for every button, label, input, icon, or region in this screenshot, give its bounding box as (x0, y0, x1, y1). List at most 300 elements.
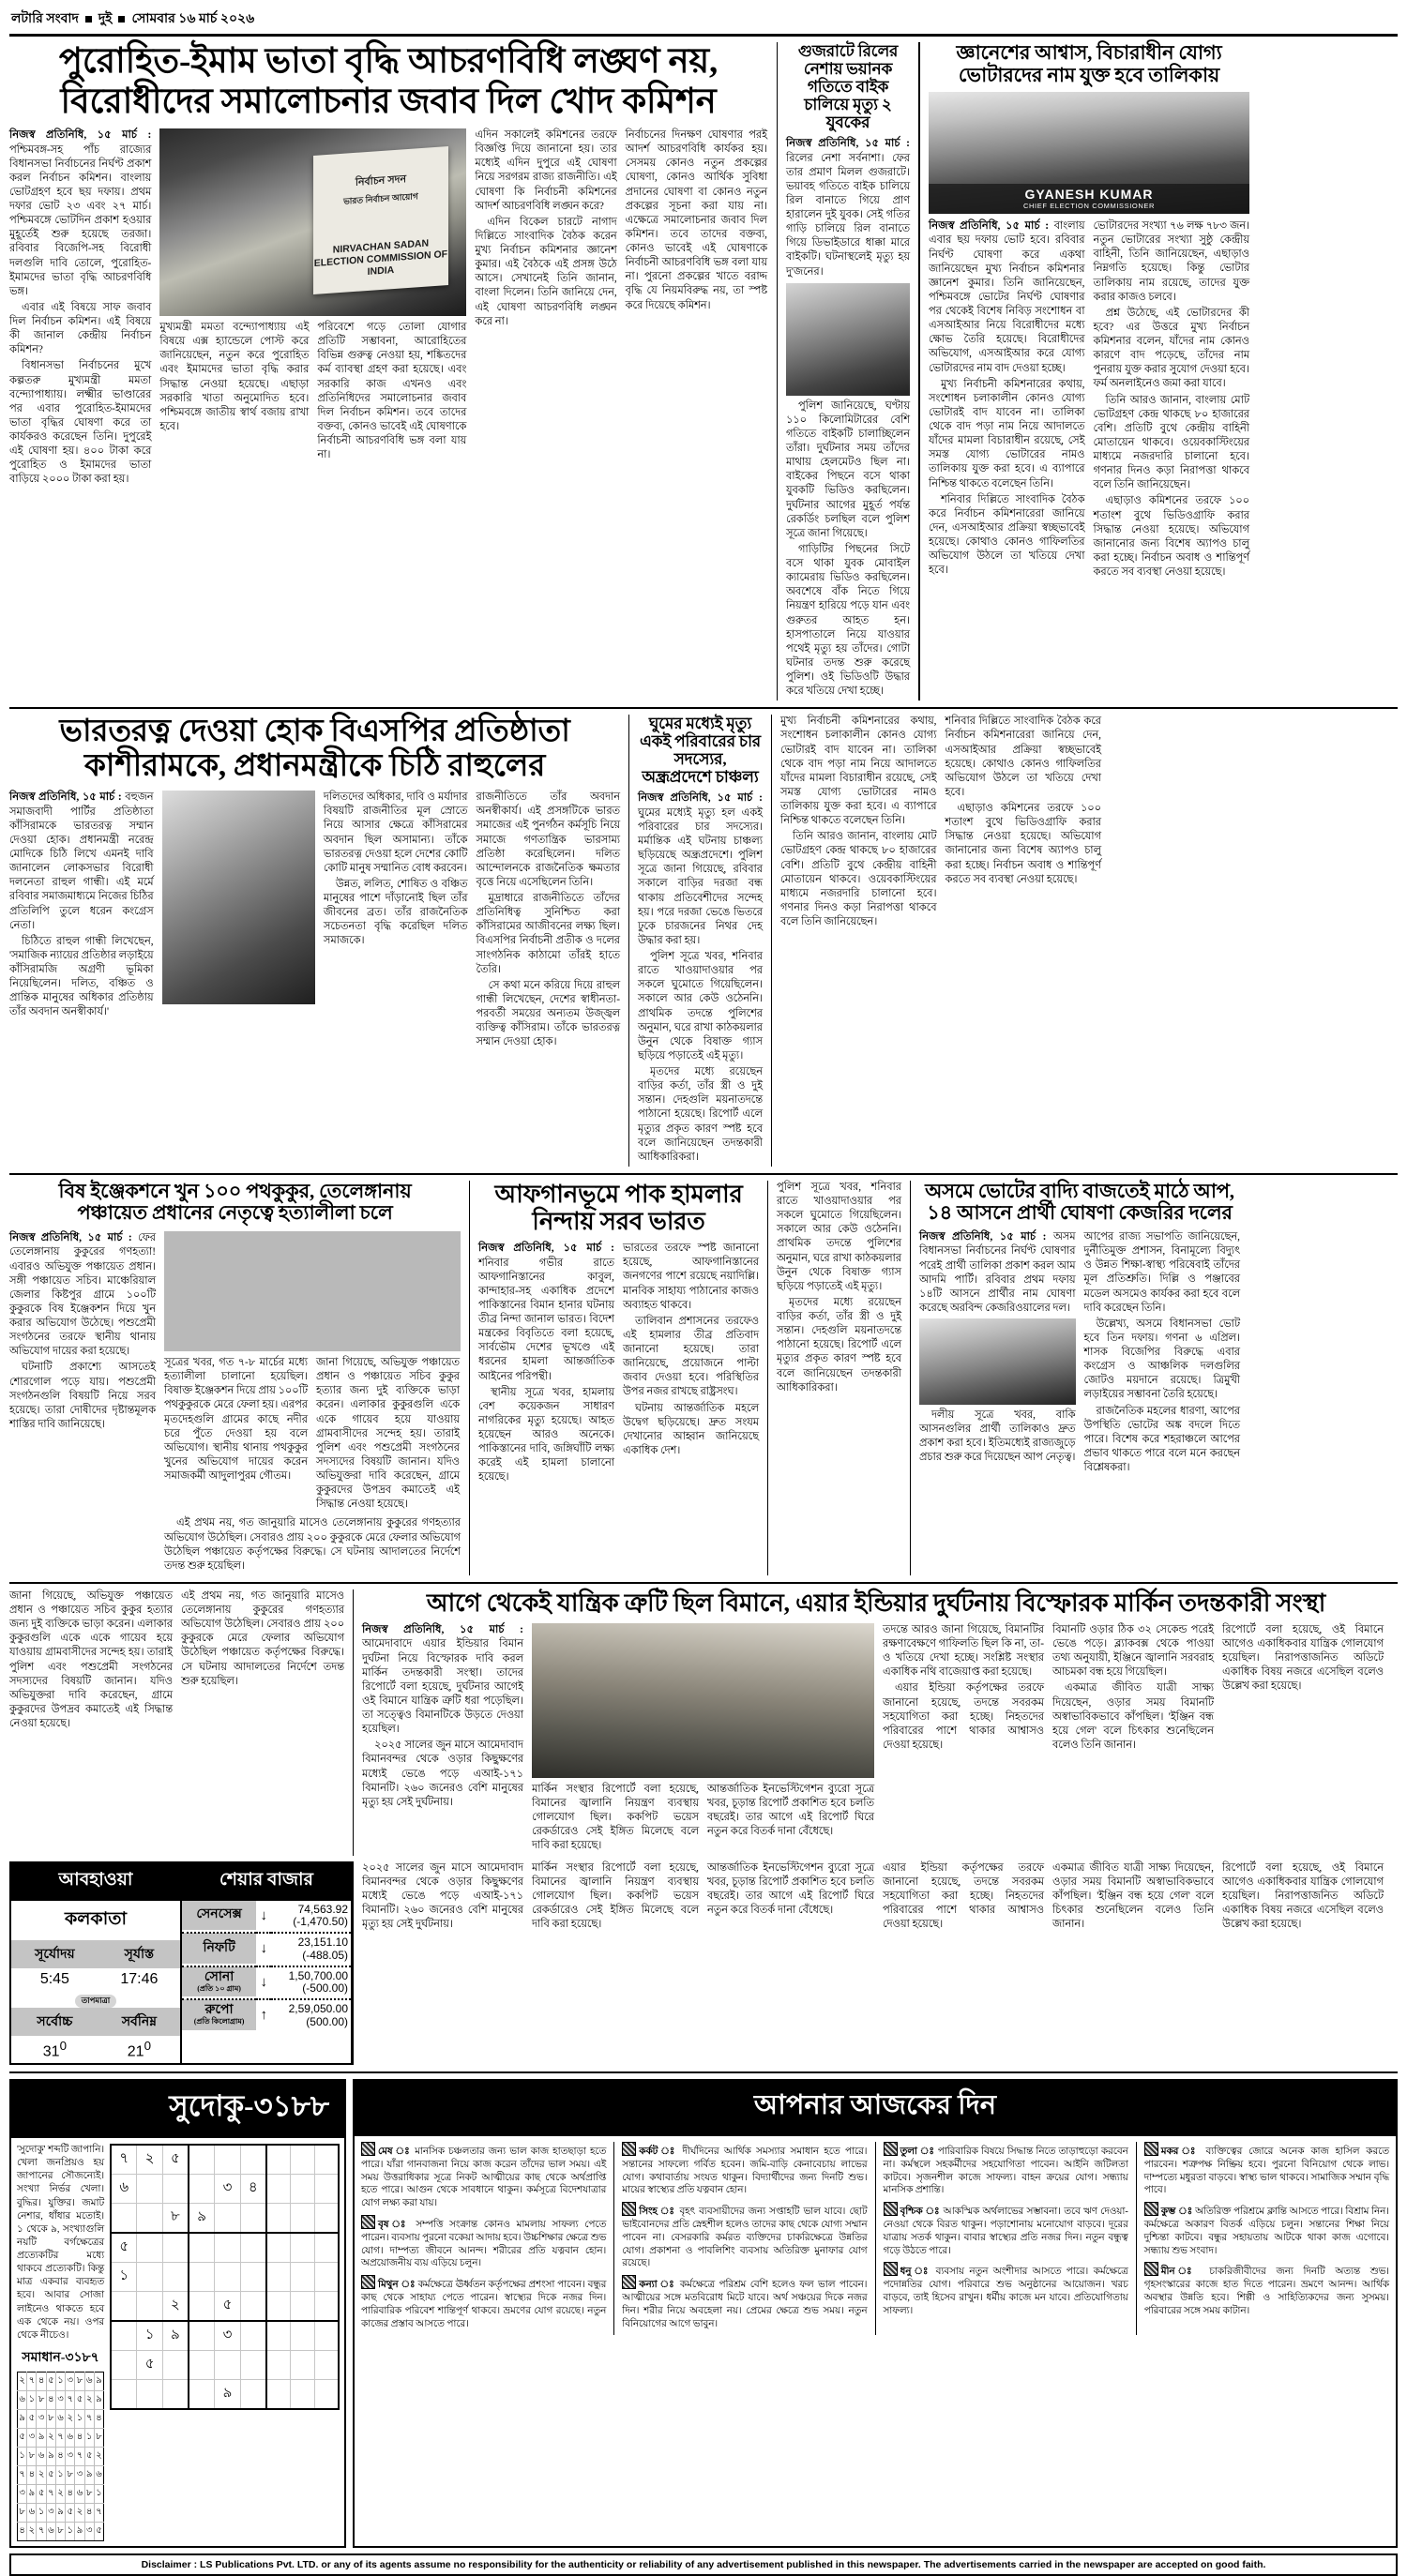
weather-table (11, 1901, 180, 2063)
sudoku-cell[interactable] (111, 2291, 137, 2321)
sudoku-cell[interactable] (111, 2203, 137, 2233)
sudoku-cell[interactable] (291, 2233, 314, 2263)
zodiac-sign-label: সিংহ ঃ (639, 2207, 680, 2218)
sudoku-cell[interactable] (240, 2379, 266, 2409)
sudoku-cell[interactable] (291, 2350, 314, 2379)
sudoku-solution-cell: ১ (18, 2448, 27, 2466)
sudoku-cell[interactable]: ২ (162, 2291, 189, 2321)
rahul-byline: নিজস্ব প্রতিনিধি, ১৫ মার্চ : বহুজন সমাজবাদী পার্টির প্রতিষ্ঠাতা কাঁসিরামকে ভারতরত্ন সম্মান দেওয়া হোক। প্রধানমন্ত্রী নরেন্দ্র মোদিকে চিঠি লিখে এমনই দাবি জানালেন লোকসভার বিরোধী দলনেতা রাহুল গান্ধী। এই মর্মে রবিবার সমাজমাধ্যমে নিজের চিঠির প্রতিলিপি তুলে ধরেন কংগ্রেস নেতা। (9, 791, 154, 931)
crash-column-4 (883, 1623, 1044, 1856)
sudoku-solution-cell: ১ (75, 2410, 84, 2429)
gujarat-byline: নিজস্ব প্রতিনিধি, ১৫ মার্চ : রিলের নেশা সর্বনাশা। ফের তার প্রমাণ মিলল গুজরাটে। ভয়াবহ গতিতে বাইক চালিয়ে রিল বানাতে গিয়ে প্রাণ হারালেন দুই যুবক। সেই গতির গাড়ি চালিয়ে রিল বানাতে গিয়ে ডিভাইডারে ধাক্কা মারে বাইকটি। ঘটনাস্থলেই মৃত্যু হয় দু'জনের। (786, 138, 910, 278)
andhra-deaths-story (628, 715, 771, 1167)
zodiac-sign-label: মিথুন ঃ (378, 2280, 418, 2291)
sudoku-cell[interactable] (240, 2291, 266, 2321)
sudoku-solution-cell: ৪ (84, 2504, 94, 2523)
rahul-paragraph: চিঠিতে রাহুল গান্ধী লিখেছেন, 'সমাজিক ন্যায়ের প্রতিষ্ঠার লড়াইয়ে কাঁসিরামজি অগ্রণী ভূমিকা নিয়েছিলেন। দলিত, বঞ্চিত ও প্রান্তিক মানুষের অধিকার প্রতিষ্ঠায় তাঁর অবদান অনস্বীকার্য।' (9, 935, 154, 1018)
sudoku-cell[interactable] (314, 2262, 339, 2291)
cec-paragraph: শনিবার দিল্লিতে সাংবাদিক বৈঠক করে নির্বাচন কমিশনারেরা জানিয়ে দেন, এসআইআর প্রক্রিয়া স্বচ্ছভাবেই হয়েছে। কোথাও কোনও গাফিলতির অভিযোগ উঠলে তা খতিয়ে দেখা হবে। (945, 716, 1101, 798)
weather-widget (11, 1863, 182, 2063)
sudoku-solution-cell: ৮ (46, 2410, 55, 2429)
street-dogs-photo (164, 1231, 461, 1351)
lead-paragraph: বিধানসভা নির্বাচনের মুখে কল্পতরু মুখ্যমন্ত্রী মমতা বন্দ্যোপাধ্যায়। লক্ষ্মীর ভাণ্ডারের পর এবার পুরোহিত-ইমামদের ভাতা বৃদ্ধির ঘোষণা করে তা কার্যকরও করেছেন তিনি। দুপুরেই এই ঘোষণা হয়। ৪০০ টাকা করে পুরোহিত ও ইমামদের ভাতা বাড়িয়ে ২০০০ টাকা করা হয়। (9, 360, 152, 486)
sudoku-cell[interactable]: ২ (137, 2145, 162, 2175)
sudoku-cell[interactable] (314, 2291, 339, 2321)
sudoku-cell[interactable] (240, 2262, 266, 2291)
dogs-cont-column-1 (9, 1589, 173, 1733)
sudoku-cell[interactable] (189, 2174, 215, 2203)
dogs-paragraph: ঘটনাটি প্রকাশ্যে আসতেই শোরগোল পড়ে যায়। পশুপ্রেমী সংগঠনগুলি বিষয়টি নিয়ে সরব হয়েছে। তারা দোষীদের দৃষ্টান্তমূলক শাস্তির দাবি জানিয়েছে। (9, 1362, 156, 1430)
sudoku-cell[interactable] (189, 2350, 215, 2379)
gyanesh-kumar-photo (929, 92, 1249, 214)
sudoku-cell[interactable] (266, 2203, 291, 2233)
rahul-paragraph: সে কথা মনে করিয়ে দিয়ে রাহুল গান্ধী লিখেছেন, দেশের স্বাধীনতা-পরবর্তী সময়ের অন্যতম উজ্জ্বল ব্যক্তিত্ব কাঁসিরাম। তাঁকে ভারতরত্ন সম্মান দেওয়া হোক। (476, 979, 621, 1048)
horoscope-item (884, 2262, 1128, 2317)
sudoku-cell[interactable] (314, 2174, 339, 2203)
max-temp-label: সর্বোচ্চ (11, 2008, 98, 2036)
sudoku-cell[interactable] (215, 2233, 240, 2263)
sudoku-cell[interactable] (162, 2262, 189, 2291)
sudoku-solution-cell: ৪ (18, 2523, 27, 2541)
zodiac-text: কর্মক্ষেত্রে ঊর্ধ্বতন কর্তৃপক্ষের প্রশংসা পাবেন। বন্ধুর কাছ থেকে সাহায্য পেতে পারেন। স্বাস্থ্যের দিকে নজর দিন। পারিবারিক পরিবেশ শান্তিপূর্ণ থাকবে। ভ্রমণের যোগ রয়েছে। নতুন কাজের প্রস্তাব আসতে পারে। (361, 2280, 607, 2329)
andhra-paragraph: মৃতদের মধ্যে রয়েছেন বাড়ির কর্তা, তাঁর স্ত্রী ও দুই সন্তান। দেহগুলি ময়নাতদন্তে পাঠানো হয়েছে। রিপোর্ট এলে মৃত্যুর প্রকৃত কারণ স্পষ্ট হবে বলে জানিয়েছেন তদন্তকারী আধিকারিকরা। (777, 1296, 901, 1393)
sudoku-cell[interactable] (291, 2379, 314, 2409)
sudoku-row (111, 2379, 339, 2409)
sudoku-solution-cell: ১ (84, 2429, 94, 2448)
sudoku-solution-cell: ৪ (46, 2391, 55, 2410)
sudoku-solution-cell: ৫ (66, 2504, 75, 2523)
max-temp-value: $31^0$ (42, 2038, 67, 2059)
sudoku-cell[interactable] (266, 2145, 291, 2175)
sudoku-cell[interactable] (111, 2321, 137, 2351)
horoscope-column (875, 2142, 1128, 2335)
sudoku-solution-cell: ৩ (75, 2466, 84, 2485)
sudoku-cell[interactable] (266, 2262, 291, 2291)
cec-headline-line1: জ্ঞানেশের আশ্বাস, বিচারাধীন যোগ্য (956, 41, 1222, 64)
masthead-date: সোমবার ১৬ মার্চ ২০২৬ (131, 12, 255, 26)
sudoku-section (9, 2079, 346, 2548)
dogs-headline-line1: বিষ ইঞ্জেকশনে খুন ১০০ পথকুকুর, তেলেঙ্গানায় (58, 1179, 412, 1202)
weather-title: আবহাওয়া (11, 1863, 180, 1901)
ec-signboard-bn-line1: নির্বাচন সদন (355, 173, 406, 189)
crash-cont-column-4 (883, 1861, 1044, 2065)
rahul-column-2 (324, 791, 468, 1051)
sudoku-cell[interactable] (314, 2145, 339, 2175)
sudoku-cell[interactable] (111, 2379, 137, 2409)
sudoku-row (18, 2429, 104, 2448)
rahul-paragraph: উন্নত, ললিত, শোষিত ও বঞ্চিত মানুষের পাশে দাঁড়ানোই ছিল তাঁর জীবনের ব্রত। তাঁর রাজনৈতিক সচেতনতা বৃদ্ধি করেছিল দলিত সমাজকে। (323, 878, 468, 947)
lead-paragraph: মুখ্যমন্ত্রী মমতা বন্দ্যোপাধ্যায় এই বিষয়ে এক্স হ্যান্ডেলে পোস্ট করে জানিয়েছেন, নতুন করে পুরোহিত এবং ইমামদের ভাতা বৃদ্ধি করার সিদ্ধান্ত নেওয়া হয়েছে। এছাড়া সরকারি খাতা অনুমোদিত হবে। পশ্চিমবঙ্গে জাতীয় স্বার্থ বজায় রাখা হবে। (159, 322, 310, 432)
sudoku-solution-cell: ৪ (37, 2373, 46, 2391)
photo-nameplate (929, 184, 1249, 214)
crash-paragraph: রিপোর্টে বলা হয়েছে, ওই বিমানে আগেও একাধিকবার যান্ত্রিক গোলযোগ হয়েছিল। নিরাপত্তাজনিত অডিটে একাধিক বিষয় নজরে এসেছিল বলেও উল্লেখ করা হয়েছে। (1222, 1861, 1384, 1931)
cec-cont-column-2 (946, 715, 1102, 1167)
zodiac-icon (1144, 2202, 1158, 2216)
sudoku-solution-cell: ৭ (46, 2485, 55, 2504)
sudoku-solution-cell: ৮ (66, 2466, 75, 2485)
stock-value: 23,151.10 (-488.05) (297, 1936, 348, 1962)
sudoku-solution-cell: ২ (94, 2448, 103, 2466)
stock-table (182, 1901, 351, 2030)
sudoku-solution-cell: ১ (37, 2504, 46, 2523)
separator-square-icon (85, 16, 92, 23)
dogs-paragraph: সূত্রের খবর, গত ৭-৮ মার্চের মধ্যে হত্যালীলা চালানো হয়েছিল। বিষাক্ত ইঞ্জেকশন দিয়ে প্রায় ১০০টি পথকুকুরকে মেরে ফেলা হয়। এরপর মৃতদেহগুলি গ্রামের কাছে নদীর চরে পুঁতে দেওয়া হয় বলে অভিযোগ। স্থানীয় থানায় পথকুকুর খুনের অভিযোগ দায়ের করেন সমাজকর্মী আদুলাপুরম গৌতম। (164, 1357, 308, 1482)
zodiac-sign-label: তুলা ঃ (900, 2146, 938, 2157)
sudoku-solution-cell: ১ (94, 2485, 103, 2504)
sudoku-puzzle-grid[interactable] (110, 2144, 340, 2410)
horoscope-item (1144, 2202, 1389, 2257)
aap-story (910, 1181, 1240, 1575)
sudoku-cell[interactable] (189, 2262, 215, 2291)
sudoku-solution-cell: ১ (27, 2391, 37, 2410)
aap-column-1 (919, 1230, 1076, 1477)
sudoku-cell[interactable] (291, 2291, 314, 2321)
dogs-column-2 (164, 1356, 308, 1514)
sudoku-solution-cell: ৩ (55, 2391, 65, 2410)
sudoku-cell[interactable]: ৯ (215, 2379, 240, 2409)
afghan-paragraph: স্থানীয় সূত্রে খবর, হামলায় বেশ কয়েকজন সাধারণ নাগরিকের মৃত্যু হয়েছে। আহত হয়েছেন আরও অনেকে। পাকিস্তানের দাবি, জঙ্গিঘাঁটি লক্ষ্য করেই এই হামলা চালানো হয়েছে। (478, 1386, 614, 1484)
section-divider (9, 1173, 1398, 1175)
sudoku-row (111, 2321, 339, 2351)
sudoku-cell[interactable]: ৬ (111, 2174, 137, 2203)
crash-paragraph: তদন্তে আরও জানা গিয়েছে, বিমানটির রক্ষণাবেক্ষণে গাফিলতি ছিল কি না, তা-ও খতিয়ে দেখা হচ্ছে। সংশ্লিষ্ট সংস্থার একাধিক নথি বাজেয়াপ্ত করা হয়েছে। (883, 1623, 1044, 1679)
cec-headline-line2: ভোটারদের নাম যুক্ত হবে তালিকায় (958, 63, 1220, 86)
sudoku-row (111, 2145, 339, 2175)
zodiac-icon (622, 2275, 636, 2289)
rahul-headline-line2: কাশীরামকে, প্রধানমন্ত্রীকে চিঠি রাহুলের (83, 749, 546, 784)
sunset-label: সূর্যাস্ত (98, 1940, 180, 1968)
crash-paragraph: মার্কিন সংস্থার রিপোর্টে বলা হয়েছে, বিমানের জ্বালানি নিয়ন্ত্রণ ব্যবস্থায় গোলযোগ ছিল। ককপিট ভয়েস রেকর্ডারেও সেই ইঙ্গিত মিলেছে বলে দাবি করা হয়েছে। (532, 1861, 699, 1931)
sudoku-solution-cell: ৭ (27, 2373, 37, 2391)
sudoku-cell[interactable] (189, 2291, 215, 2321)
sudoku-solution-cell: ৬ (55, 2410, 65, 2429)
sudoku-cell[interactable] (189, 2145, 215, 2175)
sudoku-solution-cell: ৫ (94, 2523, 103, 2541)
sudoku-cell[interactable]: ১ (111, 2262, 137, 2291)
biker-photo (786, 283, 910, 396)
rahul-column-3 (476, 791, 620, 1051)
sudoku-solution-cell: ৯ (18, 2410, 27, 2429)
sudoku-cell[interactable]: ৭ (111, 2145, 137, 2175)
sudoku-cell[interactable] (240, 2350, 266, 2379)
sudoku-cell[interactable] (291, 2203, 314, 2233)
afghan-story (469, 1181, 767, 1575)
sudoku-cell[interactable] (215, 2203, 240, 2233)
andhra-headline: ঘুমের মধ্যেই মৃত্যু একই পরিবারের চার সদস্যের, অন্ধ্রপ্রদেশে চাঞ্চল্য (640, 715, 761, 787)
sudoku-cell[interactable] (266, 2321, 291, 2351)
crash-cont-column-5 (1052, 1861, 1214, 2065)
gujarat-story (777, 42, 919, 700)
stock-direction-icon: ↓ (260, 1973, 268, 1990)
sudoku-solution-cell: ৪ (94, 2410, 103, 2429)
dogs-byline: নিজস্ব প্রতিনিধি, ১৫ মার্চ : ফের তেলেঙ্গানায় কুকুরের গণহত্যা! এবারও অভিযুক্ত পঞ্চায়েত প্রধান। সঙ্গী পঞ্চায়েত সচিব। মাঞ্চেরিয়াল জেলার কিষ্টপুর গ্রামে ১০০টি কুকুরকে বিষ ইঞ্জেকশন দিয়ে খুন করার অভিযোগ উঠেছে। পশুপ্রেমী সংগঠনের তরফে স্থানীয় থানায় অভিযোগ দায়ের করা হয়েছে। (9, 1232, 157, 1358)
sudoku-solution-cell: ৪ (75, 2429, 84, 2448)
crash-cont-column-3 (707, 1861, 874, 2065)
sudoku-cell[interactable] (215, 2145, 240, 2175)
sudoku-cell[interactable]: ৫ (215, 2291, 240, 2321)
zodiac-text: অতিরিক্ত পরিশ্রমে ক্লান্তি আসতে পারে। বিশ্রাম নিন। কর্মক্ষেত্রে অকারণ বিতর্ক এড়িয়ে চলুন। সন্তানের শিক্ষা নিয়ে দুশ্চিন্তা কাটবে। বন্ধুর সহায়তায় আটকে থাকা কাজ এগোবে। সন্ধ্যায় শুভ সংবাদ। (1143, 2207, 1389, 2256)
zodiac-icon (884, 2262, 898, 2276)
crash-paragraph: এয়ার ইন্ডিয়া কর্তৃপক্ষের তরফে জানানো হয়েছে, তদন্তে সবরকম সহযোগিতা করা হচ্ছে। নিহতদের পরিবারের পাশে থাকার আশ্বাসও দেওয়া হয়েছে। (883, 1861, 1044, 1931)
zodiac-icon (1144, 2262, 1158, 2276)
aap-column-2 (1084, 1230, 1241, 1477)
sudoku-solution-cell: ৮ (27, 2448, 37, 2466)
sudoku-cell[interactable] (291, 2262, 314, 2291)
lead-paragraph: এদিন বিকেল চারটে নাগাদ দিল্লিতে সাংবাদিক বৈঠক করেন মুখ্য নির্বাচন কমিশনার জ্ঞানেশ কুমার। এই বৈঠকে এই প্রসঙ্গ উঠে আসে। সেখানেই তিনি জানান, বাংলা দিলেন। তিনি জানিয়ে দেন, এই ঘোষণা আচরণবিধি লঙ্ঘন করে না। (475, 216, 617, 327)
sudoku-cell[interactable] (137, 2203, 162, 2233)
disclaimer-bar: Disclaimer : LS Publications Pvt. LTD. or any of its agents assume no responsibility for the authenticity or reliability of any advertisement published in this newspaper. The advertisements carried in the newspaper are accepted on good faith. (9, 2553, 1398, 2576)
zodiac-text: পারিবারিক বিষয়ে সিদ্ধান্ত নিতে তাড়াহুড়ো করবেন না। কর্মস্থলে সহকর্মীদের সহযোগিতা পাবেন। আইনি জটিলতা কাটবে। সৃজনশীল কাজে সাফল্য। বাহন ক্রয়ের যোগ। সন্ধ্যায় মানসিক প্রশান্তি। (883, 2146, 1128, 2196)
sudoku-cell[interactable] (137, 2291, 162, 2321)
afghan-column-1 (478, 1242, 614, 1486)
afghan-paragraph: তালিবান প্রশাসনের তরফেও এই হামলার তীব্র প্রতিবাদ জানানো হয়েছে। তারা জানিয়েছে, প্রয়োজনে পাল্টা জবাব দেওয়া হবে। পরিস্থিতির উপর নজর রাখছে রাষ্ট্রসংঘ। (623, 1315, 759, 1398)
andhra-continuation (767, 1181, 910, 1575)
sudoku-cell[interactable]: ৯ (162, 2321, 189, 2351)
sudoku-cell[interactable]: ১ (137, 2321, 162, 2351)
sudoku-row (18, 2373, 104, 2391)
sudoku-solution-cell: ২ (18, 2373, 27, 2391)
crash-site-photo (532, 1623, 874, 1778)
zodiac-text: কর্মক্ষেত্রে পরিশ্রম বেশি হলেও ফল ভাল পাবেন। আত্মীয়ের সঙ্গে মতবিরোধ মিটে যাবে। অর্থ সঞ্চয়ের দিকে নজর দিন। শরীর নিয়ে অবহেলা নয়। প্রেমের ক্ষেত্রে শুভ সময়। নতুন বিনিয়োগের আগে ভাবুন। (622, 2280, 868, 2329)
crash-paragraph: আন্তর্জাতিক ইনভেস্টিগেশন ব্যুরো সূত্রে খবর, চূড়ান্ত রিপোর্ট প্রকাশিত হবে চলতি বছরেই। তার আগে এই রিপোর্ট ঘিরে নতুন করে বিতর্ক দানা বেঁধেছে। (707, 1861, 874, 1916)
horoscope-section (353, 2079, 1398, 2548)
stock-row (182, 1999, 351, 2030)
sudoku-cell[interactable]: ৫ (137, 2350, 162, 2379)
dogs-paragraph: জানা গিয়েছে, অভিযুক্ত পঞ্চায়েত প্রধান ও পঞ্চায়েত সচিব কুকুর হত্যার জন্য দুই ব্যক্তিকে ভাড়া করেন। এলাকার কুকুরগুলি একে একে গায়েব হয়ে যাওয়ায় গ্রামবাসীদের সন্দেহ হয়। তারাই পুলিশ এবং পশুপ্রেমী সংগঠনের সদস্যদের বিষয়টি জানান। যদিও অভিযুক্তরা দাবি করেছেন, গ্রামে কুকুরদের উপদ্রব কমাতেই এই সিদ্ধান্ত নেওয়া হয়েছে। (316, 1357, 460, 1511)
sudoku-cell[interactable] (266, 2350, 291, 2379)
sudoku-cell[interactable] (314, 2350, 339, 2379)
horoscope-item (622, 2142, 867, 2197)
sudoku-cell[interactable] (291, 2145, 314, 2175)
lead-column-5 (626, 128, 767, 489)
sudoku-solution-cell: ৭ (66, 2391, 75, 2410)
masthead-rule (9, 34, 1398, 37)
sudoku-cell[interactable] (189, 2379, 215, 2409)
crash-column-6 (1222, 1623, 1384, 1856)
stock-direction-icon: ↑ (260, 2007, 268, 2024)
sudoku-cell[interactable]: ৪ (240, 2174, 266, 2203)
horoscope-item (884, 2202, 1128, 2257)
sudoku-cell[interactable] (137, 2174, 162, 2203)
sudoku-solution-cell: ৩ (66, 2448, 75, 2466)
dogs-paragraph: এই প্রথম নয়, গত জানুয়ারি মাসেও তেলেঙ্গানায় কুকুরের গণহত্যার অভিযোগ উঠেছিল। সেবারও প্রায় ২০০ কুকুরকে মেরে ফেলার অভিযোগ উঠেছিল পঞ্চায়েত কর্তৃপক্ষের বিরুদ্ধে। সে ঘটনায় আদালতের নির্দেশে তদন্ত শুরু হয়েছিল। (181, 1589, 344, 1687)
section-divider (9, 2071, 1398, 2073)
lead-story (9, 42, 777, 700)
ec-signboard-en: NIRVACHAN SADAN ELECTION COMMISSION OF INDIA (313, 237, 447, 278)
sudoku-solution-cell: ৩ (46, 2504, 55, 2523)
sudoku-cell[interactable] (137, 2233, 162, 2263)
sudoku-solution-cell: ১ (55, 2466, 65, 2485)
sudoku-cell[interactable] (162, 2174, 189, 2203)
lead-headline-line2: বিরোধীদের সমালোচনার জবাব দিল খোদ কমিশন (60, 82, 717, 121)
sudoku-solution-cell: ৪ (55, 2448, 65, 2466)
lead-paragraph: এবার এই বিষয়ে সাফ জবাব দিল নির্বাচন কমিশন। এই বিষয়ে কী জানাল কেন্দ্রীয় নির্বাচন কমিশন? (9, 301, 152, 356)
rahul-paragraph: দলিতদের অধিকার, দাবি ও মর্যাদার বিষয়টি রাজনীতির মূল স্রোতে নিয়ে আসার ক্ষেত্রে কাঁসিরামের অবদান ছিল অসামান্য। তাঁকে ভারতরত্ন দেওয়া হলে দেশের কোটি কোটি মানুষ সম্মানিত বোধ করবেন। (323, 791, 468, 874)
sudoku-cell[interactable] (314, 2321, 339, 2351)
lead-paragraph: পরিবেশে গড়ে তোলা যোগার প্রতিটি সম্ভাবনা, আরোহিতের বিভিন্ন গুরুত্ব নেওয়া হয়, শঙ্কিতদের কর্ম ব্যাবস্থা গ্রহণ করা হয়েছে। এবং সরকারি কাজ এখনও এবং প্রতিনিধিদের সমালোচনার জবাব দিল নির্বাচন কমিশন। তবে তাদের বক্তব্য, কোনও ভাবেই এই ঘোষণাকে নির্বাচনী আচরণবিধি ভঙ্গ বলা যায় না। (317, 322, 467, 461)
lead-column-4 (475, 128, 616, 489)
separator-square-icon (118, 16, 125, 23)
dogs-paragraph: এই প্রথম নয়, গত জানুয়ারি মাসেও তেলেঙ্গানায় কুকুরের গণহত্যার অভিযোগ উঠেছিল। সেবারও প্রায় ২০০ কুকুরকে মেরে ফেলার অভিযোগ উঠেছিল পঞ্চায়েত কর্তৃপক্ষের বিরুদ্ধে। সে ঘটনায় আদালতের নির্দেশে তদন্ত শুরু হয়েছিল। (164, 1517, 461, 1572)
sudoku-cell[interactable]: ৫ (111, 2233, 137, 2263)
sudoku-row (18, 2466, 104, 2485)
sudoku-cell[interactable] (266, 2379, 291, 2409)
horoscope-item (361, 2215, 606, 2270)
dogs-continuation (9, 1589, 353, 1856)
temperature-chip: তাপমাত্রা (75, 1995, 117, 2008)
sudoku-solution-cell: ৭ (75, 2448, 84, 2466)
rahul-story (9, 715, 628, 1167)
section-divider (9, 707, 1398, 709)
andhra-byline: নিজস্ব প্রতিনিধি, ১৫ মার্চ : ঘুমের মধ্যেই মৃত্যু হল একই পরিবারের চার সদস্যের। মর্মান্তিক এই ঘটনায় চাঞ্চল্য ছড়িয়েছে অন্ধ্রপ্রদেশে। পুলিশ সূত্রে জানা গিয়েছে, রবিবার সকালে বাড়ির দরজা বন্ধ থাকায় প্রতিবেশীদের সন্দেহ হয়। পরে দরজা ভেঙে ভিতরে ঢুকে চারজনের নিথর দেহ উদ্ধার করা হয়। (638, 792, 763, 946)
crash-paragraph: রিপোর্টে বলা হয়েছে, ওই বিমানে আগেও একাধিকবার যান্ত্রিক গোলযোগ হয়েছিল। নিরাপত্তাজনিত অডিটে একাধিক বিষয় নজরে এসেছিল বলেও উল্লেখ করা হয়েছে। (1222, 1623, 1384, 1693)
sudoku-row (111, 2233, 339, 2263)
sudoku-title: সুদোকু-৩১৮৮ (11, 2081, 344, 2138)
crash-paragraph: মার্কিন সংস্থার রিপোর্টে বলা হয়েছে, বিমানের জ্বালানি নিয়ন্ত্রণ ব্যবস্থায় গোলযোগ ছিল। ককপিট ভয়েস রেকর্ডারেও সেই ইঙ্গিত মিলেছে বলে দাবি করা হয়েছে। (532, 1783, 699, 1852)
zodiac-sign-label: ধনু ঃ (900, 2267, 936, 2278)
andhra-paragraph: পুলিশ সূত্রে খবর, শনিবার রাতে খাওয়াদাওয়ার পর সকলে ঘুমোতে গিয়েছিলেন। সকালে আর কেউ ওঠেননি। প্রাথমিক তদন্তে পুলিশের অনুমান, ঘরে রাখা কাঠকয়লার উনুন থেকে বিষাক্ত গ্যাস ছড়িয়ে পড়াতেই এই মৃত্যু। (638, 951, 763, 1062)
sudoku-cell[interactable] (162, 2233, 189, 2263)
zodiac-icon (1144, 2142, 1158, 2156)
sudoku-solution-cell: ৩ (84, 2523, 94, 2541)
sudoku-cell[interactable] (266, 2174, 291, 2203)
horoscope-column (613, 2142, 867, 2335)
crash-paragraph: একমাত্র জীবিত যাত্রী সাক্ষ্য দিয়েছেন, ওড়ার সময় বিমানটি অস্বাভাবিকভাবে কাঁপছিল। 'ইঞ্জিন বন্ধ হয়ে গেল' বলে চিৎকার শুনেছিলেন বলেও তিনি জানান। (1052, 1861, 1214, 1931)
crash-continuation (353, 1861, 1390, 2065)
cec-paragraph: এছাড়াও কমিশনের তরফে ১০০ শতাংশ বুথে ভিডিওগ্রাফি করার সিদ্ধান্ত নেওয়া হয়েছে। অভিযোগ জানানোর জন্য বিশেষ অ্যাপও চালু করা হচ্ছে। নির্বাচন অবাধ ও শান্তিপূর্ণ করতে সব ব্যবস্থা নেওয়া হয়েছে। (1093, 495, 1249, 579)
stock-name: সেনসেক্স (182, 1901, 256, 1931)
sudoku-solution-cell: ৬ (75, 2485, 84, 2504)
sudoku-solution-cell: ২ (37, 2466, 46, 2485)
sudoku-row (18, 2523, 104, 2541)
zodiac-icon (361, 2215, 375, 2229)
sudoku-solution-cell: ৬ (18, 2391, 27, 2410)
horoscope-item (361, 2142, 606, 2210)
afghan-paragraph: ভারতের তরফে স্পষ্ট জানানো হয়েছে, আফগানিস্তানের জনগণের পাশে রয়েছে নয়াদিল্লি। মানবিক সাহায্য পাঠানোর কাজও অব্যাহত থাকবে। (623, 1243, 759, 1311)
aap-rally-photo (919, 1318, 1076, 1405)
rahul-paragraph: রাজনীতিতে তাঁর অবদান অনস্বীকার্য। এই প্রসঙ্গটিকে ভারত সমাজের এই পুনর্গঠন কর্মসূচি নিয়ে সমাজে গণতান্ত্রিক ভারসাম্য প্রতিষ্ঠা করেছিলেন। দলিত আন্দোলনকে রাজনৈতিক ক্ষমতার বৃত্তে নিয়ে এসেছিলেন তিনি। (476, 791, 621, 888)
lead-column-3 (317, 321, 466, 464)
sudoku-cell[interactable] (314, 2379, 339, 2409)
afghan-byline: নিজস্ব প্রতিনিধি, ১৫ মার্চ : শনিবার গভীর রাতে আফগানিস্তানের কাবুল, কান্দাহার-সহ একাধিক প্রদেশে পাকিস্তানের বিমান হানার ঘটনায় তীব্র নিন্দা জানাল ভারত। বিদেশ মন্ত্রকের বিবৃতিতে বলা হয়েছে, সার্বভৌম দেশের ভূখণ্ডে এই ধরনের হামলা আন্তর্জাতিক আইনের পরিপন্থী। (478, 1243, 614, 1382)
sudoku-cell[interactable] (162, 2379, 189, 2409)
sudoku-cell[interactable]: ৯ (189, 2203, 215, 2233)
sudoku-cell[interactable] (314, 2233, 339, 2263)
lead-column-1 (9, 128, 151, 489)
aap-paragraph: উল্লেখ্য, অসমে বিধানসভা ভোট হবে তিন দফায়। গণনা ৬ এপ্রিল। শাসক বিজেপির বিরুদ্ধে এবার কংগ্রেস ও আঞ্চলিক দলগুলির জোটও ময়দানে রয়েছে। ত্রিমুখী লড়াইয়ের সম্ভাবনা তৈরি হয়েছে। (1083, 1318, 1240, 1401)
dogs-paragraph: জানা গিয়েছে, অভিযুক্ত পঞ্চায়েত প্রধান ও পঞ্চায়েত সচিব কুকুর হত্যার জন্য দুই ব্যক্তিকে ভাড়া করেন। এলাকার কুকুরগুলি একে একে গায়েব হয়ে যাওয়ায় গ্রামবাসীদের সন্দেহ হয়। তারাই পুলিশ এবং পশুপ্রেমী সংগঠনের সদস্যদের বিষয়টি জানান। যদিও অভিযুক্তরা দাবি করেছেন, গ্রামে কুকুরদের উপদ্রব কমাতেই এই সিদ্ধান্ত নেওয়া হয়েছে। (9, 1589, 173, 1729)
sunset-value: 17:46 (120, 1970, 159, 1987)
sudoku-row (111, 2262, 339, 2291)
crash-cont-column-1 (362, 1861, 523, 2065)
sudoku-solution-cell: ৮ (84, 2485, 94, 2504)
sudoku-solution-cell: ৫ (27, 2410, 37, 2429)
cec-cont-column-1 (780, 715, 937, 1167)
lead-paragraph: নির্বাচনের দিনক্ষণ ঘোষণার পরই আদর্শ আচরণবিধি কার্যকর হয়। সেসময় কোনও নতুন প্রকল্পের ঘোষণা, কোনও আর্থিক সুবিধা প্রদানের ঘোষণা বা কোনও নতুন প্রকল্পের সূচনা করা যায় না। এক্ষেত্রে সমালোচনার জবাব দিল কমিশন। তবে তাদের বক্তব্য, কোনও ভাবেই এই ঘোষণাকে নির্বাচনী আচরণবিধি ভঙ্গ বলা যায় না। পুরনো প্রকল্পের খাতে বরাদ্দ বৃদ্ধি যে নিয়মবিরুদ্ধ নয়, তা স্পষ্ট করে দিয়েছে কমিশন। (625, 129, 767, 311)
sudoku-cell[interactable] (240, 2321, 266, 2351)
sudoku-cell[interactable] (215, 2262, 240, 2291)
sudoku-cell[interactable] (291, 2174, 314, 2203)
crash-paragraph: আন্তর্জাতিক ইনভেস্টিগেশন ব্যুরো সূত্রে খবর, চূড়ান্ত রিপোর্ট প্রকাশিত হবে চলতি বছরেই। তার আগে এই রিপোর্ট ঘিরে নতুন করে বিতর্ক দানা বেঁধেছে। (707, 1783, 874, 1838)
horoscope-item (1144, 2142, 1389, 2197)
sudoku-solution-cell: ৯ (75, 2523, 84, 2541)
sudoku-cell[interactable] (240, 2203, 266, 2233)
cec-column-2 (1094, 219, 1250, 581)
sunrise-value: 5:45 (39, 1970, 69, 1987)
sudoku-cell[interactable] (189, 2233, 215, 2263)
sudoku-cell[interactable] (137, 2262, 162, 2291)
aap-headline-line2: ১৪ আসনে প্রার্থী ঘোষণা কেজরির দলের (927, 1201, 1233, 1225)
sudoku-cell[interactable] (266, 2291, 291, 2321)
sudoku-cell[interactable] (162, 2350, 189, 2379)
dogs-cont-column-2 (181, 1589, 344, 1733)
lead-paragraph: এদিন সকালেই কমিশনের তরফে বিজ্ঞপ্তি দিয়ে জানানো হয়। তার মধ্যেই এদিন দুপুরে এই ঘোষণা নিয়ে সরগরম রাজ্য রাজনীতি। এই ঘোষণা কি নির্বাচনী কমিশনের আদর্শ আচরণবিধি লঙ্ঘন করে? (475, 129, 617, 212)
sudoku-cell[interactable] (266, 2233, 291, 2263)
sudoku-solution-cell: ৭ (55, 2429, 65, 2448)
sudoku-solution-cell: ২ (75, 2504, 84, 2523)
sudoku-solution-cell: ৮ (55, 2523, 65, 2541)
sudoku-cell[interactable] (240, 2233, 266, 2263)
sudoku-solution-cell: ৯ (84, 2466, 94, 2485)
sudoku-cell[interactable] (189, 2321, 215, 2351)
crash-cont-column-2 (532, 1861, 699, 2065)
ec-signboard (313, 146, 448, 294)
crash-headline: আগে থেকেই যান্ত্রিক ত্রুটি ছিল বিমানে, এয়ার ইন্ডিয়ার দুর্ঘটনায় বিস্ফোরক মার্কিন তদন্তকারী সংস্থা (426, 1589, 1326, 1617)
sudoku-row (18, 2448, 104, 2466)
dogs-column-1 (9, 1231, 156, 1575)
sudoku-solution-grid (17, 2372, 104, 2541)
sudoku-solution-cell: ৬ (46, 2523, 55, 2541)
afghan-headline-line1: আফগানভূমে পাক হামলার (494, 1180, 743, 1208)
zodiac-text: সম্পত্তি সংক্রান্ত কোনও মামলায় সাফল্য পেতে পারেন। ব্যবসায় পুরনো বকেয়া আদায় হবে। উচ্চশিক্ষার ক্ষেত্রে শুভ যোগ। দাম্পত্য জীবনে আনন্দ। শরীরের প্রতি যত্নবান হোন। অপ্রয়োজনীয় ব্যয় এড়িয়ে চলুন। (361, 2219, 607, 2269)
afghan-headline-line2: নিন্দায় সরব ভারত (532, 1208, 705, 1236)
zodiac-sign-label: মকর ঃ (1160, 2146, 1206, 2157)
sudoku-cell[interactable] (215, 2350, 240, 2379)
stock-market-widget (182, 1863, 351, 2063)
stock-direction-icon: ↓ (260, 1940, 268, 1957)
sudoku-cell[interactable]: ৫ (162, 2145, 189, 2175)
sudoku-solution-cell: ২ (66, 2410, 75, 2429)
sudoku-cell[interactable]: ৩ (215, 2174, 240, 2203)
sudoku-row (18, 2504, 104, 2523)
sudoku-cell[interactable]: ৩ (215, 2321, 240, 2351)
horoscope-item (1144, 2262, 1389, 2317)
sudoku-cell[interactable] (111, 2350, 137, 2379)
horoscope-item (884, 2142, 1128, 2197)
crash-paragraph: ২০২৫ সালের জুন মাসে আমেদাবাদ বিমানবন্দর থেকে ওড়ার কিছুক্ষণের মধ্যেই ভেঙে পড়ে এআই-১৭১ বিমানটি। ২৬০ জনেরও বেশি মানুষের মৃত্যু হয় সেই দুর্ঘটনায়। (362, 1861, 523, 1931)
sudoku-row (18, 2485, 104, 2504)
zodiac-text: বৃহৎ ব্যবসায়ীদের জন্য সপ্তাহটি ভাল যাবে। ছোট ভাইবোনদের প্রতি স্নেহশীল হলেও তাদের কাছ থেকে যোগ্য সম্মান পাবেন না। বেসরকারি কর্মরত ব্যক্তিদের চাকরিক্ষেত্রে উন্নতির যোগ। প্রকাশনা ও পাবলিশিং ব্যবসায় অতিরিক্ত মুনাফার যোগ রয়েছে। (622, 2207, 868, 2269)
sudoku-solution-cell: ৪ (66, 2485, 75, 2504)
sudoku-solution-cell: ৩ (37, 2410, 46, 2429)
money-ec-photo (159, 128, 466, 316)
sudoku-solution-cell: ৫ (75, 2391, 84, 2410)
aap-byline: নিজস্ব প্রতিনিধি, ১৫ মার্চ : অসম বিধানসভা নির্বাচনের নির্ঘণ্ট ঘোষণার পরেই প্রার্থী তালিকা প্রকাশ করল আম আদমি পার্টি। রবিবার প্রথম দফায় ১৪টি আসনে প্রার্থীর নাম ঘোষণা করেছে অরবিন্দ কেজরিওয়ালের দল। (919, 1231, 1076, 1314)
sudoku-cell[interactable]: ৮ (162, 2203, 189, 2233)
zodiac-sign-label: কন্যা ঃ (639, 2280, 680, 2291)
sudoku-cell[interactable] (291, 2321, 314, 2351)
min-temp-value: $21^0$ (127, 2038, 151, 2059)
zodiac-text: আকস্মিক অর্থলাভের সম্ভাবনা। তবে ঋণ দেওয়া-নেওয়া থেকে বিরত থাকুন। পড়াশোনায় মনোযোগ বাড়বে। দূরের যাত্রায় সতর্ক থাকুন। বাবার স্বাস্থ্যের প্রতি নজর দিন। নতুন বন্ধুত্ব গড়ে উঠতে পারে। (883, 2207, 1128, 2256)
stocks-title: শেয়ার বাজার (182, 1863, 351, 1901)
crash-column-1 (362, 1623, 523, 1856)
sudoku-cell[interactable] (240, 2145, 266, 2175)
sudoku-cell[interactable] (314, 2203, 339, 2233)
crash-paragraph: বিমানটি ওড়ার ঠিক ৩২ সেকেন্ড পরেই ভেঙে পড়ে। ব্ল্যাকবক্স থেকে পাওয়া তথ্য অনুযায়ী, ইঞ্জিনে জ্বালানি সরবরাহ আচমকা বন্ধ হয়ে গিয়েছিল। (1052, 1623, 1214, 1679)
sudoku-cell[interactable] (137, 2379, 162, 2409)
zodiac-icon (884, 2202, 898, 2216)
nameplate-role: CHIEF ELECTION COMMISSIONER (1023, 202, 1155, 211)
